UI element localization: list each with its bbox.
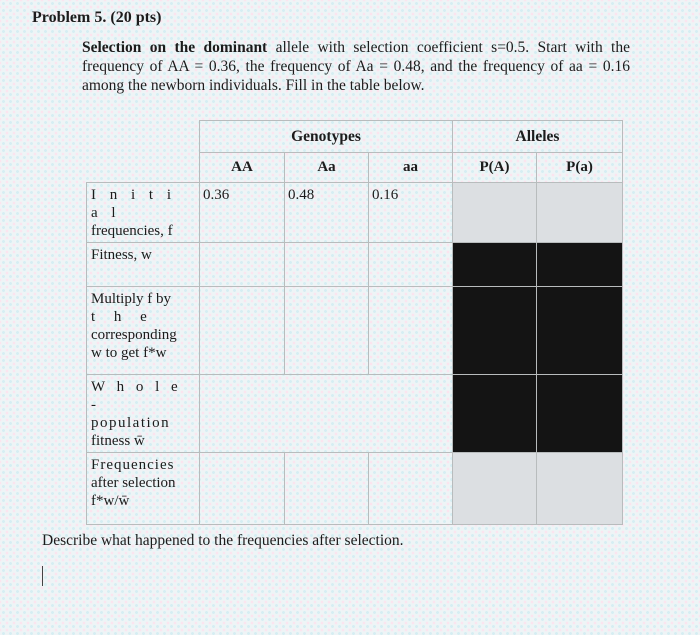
fitness-PA-blocked bbox=[453, 243, 537, 287]
initial-AA-cell: 0.36 bbox=[200, 183, 285, 243]
whole-label-3: fitness w̄ bbox=[91, 433, 145, 449]
initial-PA-cell[interactable] bbox=[453, 183, 537, 243]
multiply-PA-blocked bbox=[453, 287, 537, 375]
after-PA-cell[interactable] bbox=[453, 453, 537, 525]
problem-statement bbox=[82, 38, 630, 95]
whole-label-2: population bbox=[91, 415, 171, 431]
genotypes-header: Genotypes bbox=[200, 121, 453, 153]
question-prompt: Describe what happened to the frequencies after selection. bbox=[42, 532, 404, 549]
col-Aa: Aa bbox=[285, 153, 369, 183]
after-Pa-cell[interactable] bbox=[537, 453, 623, 525]
multiply-label-3: corresponding bbox=[91, 327, 177, 343]
fitness-Pa-blocked bbox=[537, 243, 623, 287]
initial-label-rest: frequencies, f bbox=[91, 223, 173, 239]
col-AA: AA bbox=[200, 153, 285, 183]
answer-text-cursor[interactable] bbox=[42, 566, 43, 586]
multiply-label-2: t h e bbox=[91, 309, 147, 325]
multiply-AA-cell[interactable] bbox=[200, 287, 285, 375]
after-label-3: f*w/w̄ bbox=[91, 493, 130, 509]
whole-label-1: W h o l e - bbox=[91, 379, 182, 413]
after-aa-cell[interactable] bbox=[369, 453, 453, 525]
alleles-header: Alleles bbox=[453, 121, 623, 153]
table-corner bbox=[87, 121, 200, 153]
row-label-after bbox=[87, 453, 200, 525]
statement-bold: Selection on the dominant bbox=[82, 39, 268, 56]
table-row-multiply bbox=[87, 287, 623, 375]
fitness-Aa-cell[interactable] bbox=[285, 243, 369, 287]
row-label-initial bbox=[87, 183, 200, 243]
row-label-whole bbox=[87, 375, 200, 453]
fitness-AA-cell[interactable] bbox=[200, 243, 285, 287]
problem-title: Problem 5. (20 pts) bbox=[32, 9, 162, 26]
row-label-multiply bbox=[87, 287, 200, 375]
fitness-aa-cell[interactable] bbox=[369, 243, 453, 287]
col-aa: aa bbox=[369, 153, 453, 183]
table-row-fitness bbox=[87, 243, 623, 287]
col-PA: P(A) bbox=[453, 153, 537, 183]
multiply-label-1: Multiply f by bbox=[91, 291, 172, 307]
after-Aa-cell[interactable] bbox=[285, 453, 369, 525]
statement-text: allele with selection coefficient s=0.5. Start with the frequency of AA = 0.36, the frequency of Aa = 0.48, and the frequency of aa = 0.16 among the newborn individuals. Fill in the table below. bbox=[82, 39, 630, 94]
after-label-2: after selection bbox=[91, 475, 176, 491]
selection-table bbox=[86, 120, 623, 525]
multiply-Aa-cell[interactable] bbox=[285, 287, 369, 375]
row-label-fitness: Fitness, w bbox=[87, 243, 200, 287]
multiply-label-4: w to get f*w bbox=[91, 345, 167, 361]
multiply-Pa-blocked bbox=[537, 287, 623, 375]
initial-aa-cell: 0.16 bbox=[369, 183, 453, 243]
initial-label-spaced: I n i t i a l bbox=[91, 187, 176, 221]
after-AA-cell[interactable] bbox=[200, 453, 285, 525]
multiply-aa-cell[interactable] bbox=[369, 287, 453, 375]
table-corner-2 bbox=[87, 153, 200, 183]
whole-PA-blocked bbox=[453, 375, 537, 453]
initial-Pa-cell[interactable] bbox=[537, 183, 623, 243]
whole-Pa-blocked bbox=[537, 375, 623, 453]
table-row-whole bbox=[87, 375, 623, 453]
table-row-initial bbox=[87, 183, 623, 243]
initial-Aa-cell: 0.48 bbox=[285, 183, 369, 243]
table-row-after bbox=[87, 453, 623, 525]
col-Pa: P(a) bbox=[537, 153, 623, 183]
after-label-1: Frequencies bbox=[91, 457, 175, 473]
whole-fitness-cell[interactable] bbox=[200, 375, 453, 453]
